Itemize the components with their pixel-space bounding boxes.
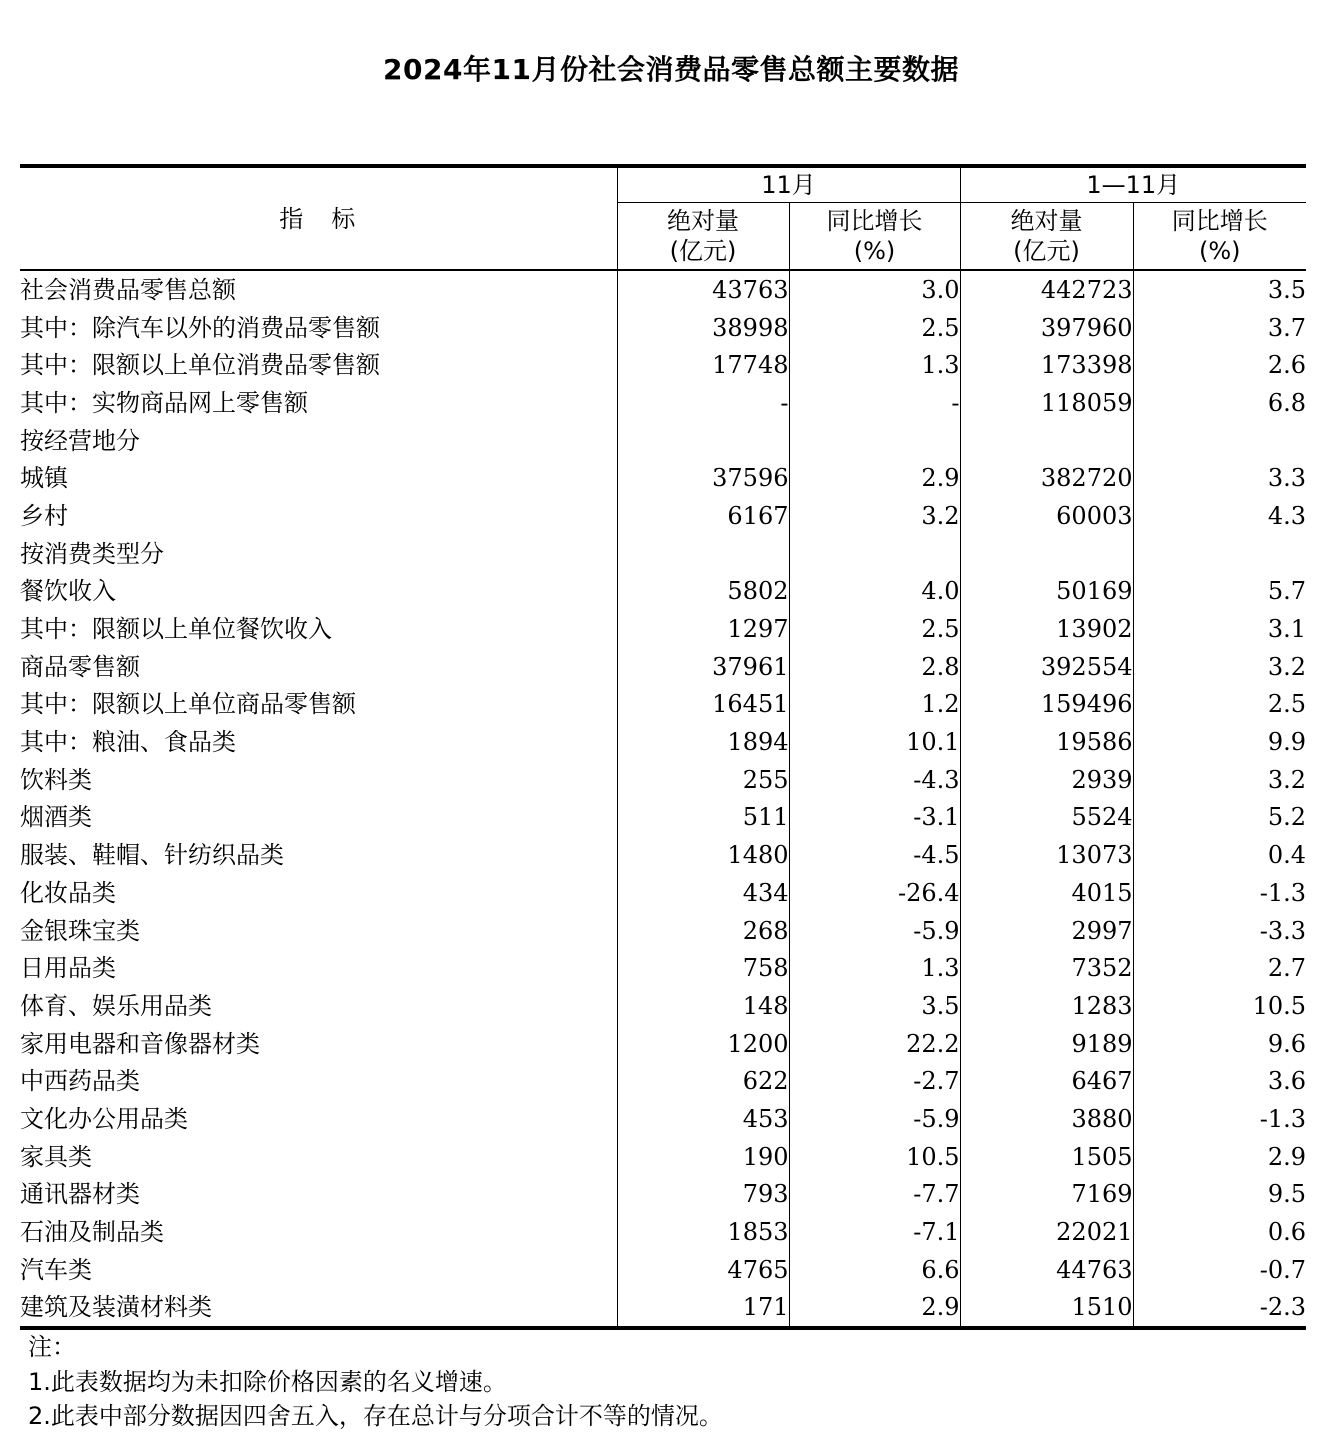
ytd-yoy-value: 9.9 xyxy=(1267,728,1307,757)
month-yoy-value: 2.8 xyxy=(789,648,960,686)
ytd-abs-value: 13902 xyxy=(960,610,1133,648)
table-row xyxy=(20,648,1306,686)
header-abs-line1: 绝对量 xyxy=(667,207,739,235)
table-row xyxy=(20,573,1306,611)
row-label: 中西药品类 xyxy=(20,1062,617,1100)
table-row xyxy=(20,874,1306,912)
month-abs-value: 43763 xyxy=(617,270,789,309)
notes xyxy=(28,1330,723,1434)
ytd-abs-value: 6467 xyxy=(960,1062,1133,1100)
table-body xyxy=(20,270,1306,1328)
month-yoy-value: -3.1 xyxy=(789,799,960,837)
month-abs-value xyxy=(617,535,789,573)
month-abs-value: 190 xyxy=(617,1138,789,1176)
row-label: 服装、鞋帽、针纺织品类 xyxy=(20,836,617,874)
ytd-abs-value: 44763 xyxy=(960,1251,1133,1289)
month-abs-value: 171 xyxy=(617,1289,789,1329)
table-row xyxy=(20,1025,1306,1063)
ytd-yoy-value: 0.6 xyxy=(1267,1218,1307,1247)
note-item-1: 1.此表数据均为未扣除价格因素的名义增速。 xyxy=(28,1367,507,1396)
ytd-abs-value: 3880 xyxy=(960,1100,1133,1138)
ytd-yoy-value: 6.8 xyxy=(1267,388,1307,417)
month-yoy-value: 2.9 xyxy=(789,459,960,497)
ytd-abs-value: 50169 xyxy=(960,573,1133,611)
ytd-yoy-value: 3.6 xyxy=(1267,1067,1307,1096)
ytd-yoy-value: -1.3 xyxy=(1259,1104,1307,1133)
month-yoy-value: 2.5 xyxy=(789,610,960,648)
ytd-yoy-value: -0.7 xyxy=(1259,1255,1307,1284)
header-yoy-line1: 同比增长 xyxy=(1171,207,1268,235)
table-row xyxy=(20,1100,1306,1138)
month-yoy-value: 4.0 xyxy=(789,573,960,611)
month-abs-value: 622 xyxy=(617,1062,789,1100)
month-yoy-value: 1.2 xyxy=(789,686,960,724)
header-ytd-abs xyxy=(960,203,1133,271)
row-label: 文化办公用品类 xyxy=(20,1100,617,1138)
header-yoy-line2: (%) xyxy=(853,237,896,265)
month-yoy-value: 3.5 xyxy=(789,987,960,1025)
ytd-yoy-value: 9.5 xyxy=(1267,1180,1307,1209)
month-abs-value: 268 xyxy=(617,912,789,950)
header-ytd-yoy xyxy=(1133,203,1306,271)
ytd-yoy-value: 3.7 xyxy=(1267,313,1307,342)
table-row xyxy=(20,987,1306,1025)
header-group-month: 11月 xyxy=(617,166,960,203)
header-yoy-line2: (%) xyxy=(1199,237,1241,265)
row-label: 金银珠宝类 xyxy=(20,912,617,950)
month-yoy-value: 2.9 xyxy=(789,1289,960,1329)
month-yoy-value: -4.5 xyxy=(789,836,960,874)
month-abs-value: 1480 xyxy=(617,836,789,874)
month-abs-value: 17748 xyxy=(617,346,789,384)
header-yoy-line1: 同比增长 xyxy=(826,207,923,235)
ytd-yoy-value: 0.4 xyxy=(1267,841,1307,870)
table-row xyxy=(20,1251,1306,1289)
ytd-yoy-value: 5.7 xyxy=(1267,577,1307,606)
table-row xyxy=(20,949,1306,987)
ytd-abs-value: 22021 xyxy=(960,1213,1133,1251)
month-yoy-value: - xyxy=(789,384,960,422)
ytd-abs-value: 392554 xyxy=(960,648,1133,686)
header-month-abs xyxy=(617,203,789,271)
table-row xyxy=(20,309,1306,347)
table-row xyxy=(20,836,1306,874)
ytd-yoy-value xyxy=(1133,422,1306,460)
month-abs-value: 793 xyxy=(617,1176,789,1214)
row-label: 烟酒类 xyxy=(20,799,617,837)
month-yoy-value: -5.9 xyxy=(789,912,960,950)
ytd-yoy-value: 2.6 xyxy=(1267,351,1307,380)
row-label: 家具类 xyxy=(20,1138,617,1176)
header-indicator: 指 标 xyxy=(20,166,617,270)
row-label: 社会消费品零售总额 xyxy=(20,270,617,309)
row-label: 其中：除汽车以外的消费品零售额 xyxy=(20,309,617,347)
ytd-abs-value: 7352 xyxy=(960,949,1133,987)
ytd-abs-value: 2997 xyxy=(960,912,1133,950)
ytd-abs-value: 397960 xyxy=(960,309,1133,347)
ytd-abs-value: 5524 xyxy=(960,799,1133,837)
ytd-abs-value xyxy=(960,422,1133,460)
month-abs-value: - xyxy=(617,384,789,422)
month-yoy-value: 10.1 xyxy=(789,723,960,761)
ytd-yoy-value: 3.5 xyxy=(1267,275,1307,304)
month-abs-value: 37596 xyxy=(617,459,789,497)
month-yoy-value: -7.7 xyxy=(789,1176,960,1214)
table-row xyxy=(20,459,1306,497)
month-abs-value: 434 xyxy=(617,874,789,912)
row-label: 体育、娱乐用品类 xyxy=(20,987,617,1025)
table-row xyxy=(20,384,1306,422)
ytd-yoy-value: -1.3 xyxy=(1259,878,1307,907)
month-yoy-value: -7.1 xyxy=(789,1213,960,1251)
row-label: 商品零售额 xyxy=(20,648,617,686)
ytd-yoy-value: -2.3 xyxy=(1133,1289,1306,1329)
row-label: 乡村 xyxy=(20,497,617,535)
month-yoy-value: -4.3 xyxy=(789,761,960,799)
row-label: 按消费类型分 xyxy=(20,535,617,573)
table-row xyxy=(20,1213,1306,1251)
row-label: 饮料类 xyxy=(20,761,617,799)
month-yoy-value xyxy=(789,535,960,573)
ytd-abs-value: 9189 xyxy=(960,1025,1133,1063)
row-label: 化妆品类 xyxy=(20,874,617,912)
month-yoy-value: 1.3 xyxy=(789,346,960,384)
month-yoy-value: 22.2 xyxy=(789,1025,960,1063)
ytd-abs-value: 382720 xyxy=(960,459,1133,497)
ytd-yoy-value: 2.7 xyxy=(1267,954,1307,983)
month-abs-value: 5802 xyxy=(617,573,789,611)
header-group-ytd: 1—11月 xyxy=(960,166,1306,203)
month-abs-value: 255 xyxy=(617,761,789,799)
row-label: 其中：限额以上单位餐饮收入 xyxy=(20,610,617,648)
ytd-abs-value: 1505 xyxy=(960,1138,1133,1176)
ytd-abs-value xyxy=(960,535,1133,573)
ytd-abs-value: 1283 xyxy=(960,987,1133,1025)
table-row xyxy=(20,270,1306,309)
ytd-abs-value: 173398 xyxy=(960,346,1133,384)
table-row xyxy=(20,497,1306,535)
month-abs-value: 6167 xyxy=(617,497,789,535)
table-row xyxy=(20,761,1306,799)
ytd-yoy-value: 9.6 xyxy=(1267,1029,1307,1058)
ytd-abs-value: 1510 xyxy=(960,1289,1133,1329)
row-label: 日用品类 xyxy=(20,949,617,987)
header-abs-line2: (亿元) xyxy=(669,237,737,265)
ytd-abs-value: 19586 xyxy=(960,723,1133,761)
ytd-yoy-value: 2.5 xyxy=(1267,690,1307,719)
ytd-abs-value: 60003 xyxy=(960,497,1133,535)
ytd-abs-value: 13073 xyxy=(960,836,1133,874)
ytd-yoy-value: 2.9 xyxy=(1267,1142,1307,1171)
page-title: 2024年11月份社会消费品零售总额主要数据 xyxy=(383,53,959,86)
header-month-yoy xyxy=(789,203,960,271)
ytd-yoy-value: 3.3 xyxy=(1267,464,1307,493)
table-row xyxy=(20,1289,1306,1329)
table-row xyxy=(20,1138,1306,1176)
table-row xyxy=(20,422,1306,460)
table-row xyxy=(20,1062,1306,1100)
table-row xyxy=(20,799,1306,837)
month-yoy-value: 6.6 xyxy=(789,1251,960,1289)
month-yoy-value: -5.9 xyxy=(789,1100,960,1138)
ytd-yoy-value: 3.2 xyxy=(1267,652,1307,681)
row-label: 城镇 xyxy=(20,459,617,497)
month-yoy-value xyxy=(789,422,960,460)
table-row xyxy=(20,686,1306,724)
month-abs-value: 758 xyxy=(617,949,789,987)
table-row xyxy=(20,610,1306,648)
ytd-abs-value: 118059 xyxy=(960,384,1133,422)
row-label: 其中：粮油、食品类 xyxy=(20,723,617,761)
note-item-2: 2.此表中部分数据因四舍五入，存在总计与分项合计不等的情况。 xyxy=(28,1402,723,1430)
table-row xyxy=(20,1176,1306,1214)
month-abs-value xyxy=(617,422,789,460)
month-yoy-value: 2.5 xyxy=(789,309,960,347)
row-label: 其中：实物商品网上零售额 xyxy=(20,384,617,422)
ytd-yoy-value: 10.5 xyxy=(1252,991,1307,1020)
month-abs-value: 1894 xyxy=(617,723,789,761)
table-row xyxy=(20,912,1306,950)
ytd-abs-value: 7169 xyxy=(960,1176,1133,1214)
month-yoy-value: 3.0 xyxy=(789,270,960,309)
row-label: 其中：限额以上单位消费品零售额 xyxy=(20,346,617,384)
data-table xyxy=(20,164,1306,1330)
row-label: 石油及制品类 xyxy=(20,1213,617,1251)
month-yoy-value: -2.7 xyxy=(789,1062,960,1100)
ytd-abs-value: 442723 xyxy=(960,270,1133,309)
month-abs-value: 38998 xyxy=(617,309,789,347)
month-abs-value: 511 xyxy=(617,799,789,837)
ytd-yoy-value: 3.1 xyxy=(1267,615,1307,644)
row-label: 其中：限额以上单位商品零售额 xyxy=(20,686,617,724)
month-abs-value: 1200 xyxy=(617,1025,789,1063)
row-label: 汽车类 xyxy=(20,1251,617,1289)
notes-heading: 注： xyxy=(28,1333,76,1361)
month-yoy-value: 3.2 xyxy=(789,497,960,535)
row-label: 餐饮收入 xyxy=(20,573,617,611)
row-label: 家用电器和音像器材类 xyxy=(20,1025,617,1063)
ytd-abs-value: 2939 xyxy=(960,761,1133,799)
month-yoy-value: -26.4 xyxy=(789,874,960,912)
table-row xyxy=(20,535,1306,573)
header-abs-line1: 绝对量 xyxy=(1010,207,1083,235)
table-row xyxy=(20,723,1306,761)
ytd-yoy-value: -3.3 xyxy=(1259,916,1307,945)
month-abs-value: 1853 xyxy=(617,1213,789,1251)
month-abs-value: 453 xyxy=(617,1100,789,1138)
row-label: 按经营地分 xyxy=(20,422,617,460)
table-row xyxy=(20,346,1306,384)
month-abs-value: 16451 xyxy=(617,686,789,724)
header-abs-line2: (亿元) xyxy=(1013,237,1080,265)
row-label: 通讯器材类 xyxy=(20,1176,617,1214)
row-label: 建筑及装潢材料类 xyxy=(20,1289,617,1329)
ytd-abs-value: 159496 xyxy=(960,686,1133,724)
ytd-abs-value: 4015 xyxy=(960,874,1133,912)
ytd-yoy-value: 3.2 xyxy=(1267,765,1307,794)
ytd-yoy-value xyxy=(1133,535,1306,573)
month-abs-value: 1297 xyxy=(617,610,789,648)
month-abs-value: 37961 xyxy=(617,648,789,686)
table-header xyxy=(20,166,1306,270)
month-yoy-value: 10.5 xyxy=(789,1138,960,1176)
month-abs-value: 148 xyxy=(617,987,789,1025)
ytd-yoy-value: 4.3 xyxy=(1267,501,1307,530)
month-abs-value: 4765 xyxy=(617,1251,789,1289)
month-yoy-value: 1.3 xyxy=(789,949,960,987)
ytd-yoy-value: 5.2 xyxy=(1267,803,1307,832)
